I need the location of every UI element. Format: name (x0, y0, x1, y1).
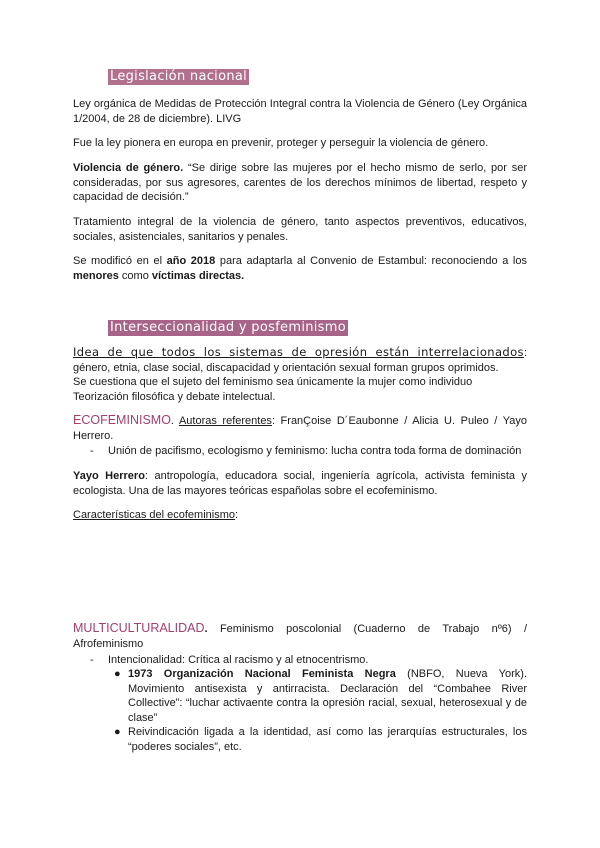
ecofeminismo-title: ECOFEMINISMO (73, 413, 171, 427)
autoras-label: Autoras referentes (178, 415, 272, 427)
list-item-intencionalidad: Intencionalidad: Crítica al racismo y al etnocentrismo. (108, 654, 369, 666)
paragraph-ecofeminismo: ECOFEMINISMO. Autoras referentes: FranÇoise D´Eaubonne / Alicia U. Puleo / Yayo Herrero. (73, 413, 527, 442)
bullet-item-reivindicacion: Reivindicación ligada a la identidad, así como las jerarquías estructurales, los “poderes sociales”, etc. (128, 726, 527, 753)
subheading-caracteristicas: Características del ecofeminismo: (73, 509, 239, 521)
list-item-eco: Unión de pacifismo, ecologismo y feminismo: lucha contra toda forma de dominación (108, 445, 522, 457)
bullet-icon: ● (114, 668, 121, 680)
paragraph-idea-opresion: Idea de que todos los sistemas de opresión están interrelacionados: género, etnia, clase social, discapacidad y orientación sexual forman grupos oprimidos. (73, 345, 527, 374)
paragraph-sujeto-feminismo: Se cuestiona que el sujeto del feminismo sea únicamente la mujer como individuo (73, 376, 473, 388)
paragraph-yayo-herrero: Yayo Herrero: antropología, educadora social, ingeniería agrícola, activista feminista y ecologista. Una de las mayores teóricas españolas sobre el ecofeminismo. (73, 470, 527, 497)
term-violencia-genero: Violencia de género. (73, 162, 184, 174)
idea-title: Idea de que todos los sistemas de opresión están interrelacionados (73, 345, 524, 359)
name-yayo-herrero: Yayo Herrero (73, 470, 145, 482)
bullet-icon: ● (114, 726, 121, 738)
paragraph-teorizacion: Teorización filosófica y debate intelectual. (73, 391, 276, 403)
dash-marker: - (90, 654, 94, 666)
paragraph-ley-organica: Ley orgánica de Medidas de Protección Integral contra la Violencia de Género (Ley Orgánica 1/2004, de 28 de diciembre). LIVG (73, 98, 527, 125)
paragraph-multiculturalidad: MULTICULTURALIDAD. Feminismo poscolonial (Cuaderno de Trabajo nº6) / Afrofeminismo (73, 621, 527, 650)
paragraph-ley-pionera: Fue la ley pionera en europa en prevenir, proteger y perseguir la violencia de género. (73, 137, 489, 149)
dash-marker: - (90, 445, 94, 457)
section-heading-interseccionalidad: Interseccionalidad y posfeminismo (110, 320, 346, 335)
paragraph-modificacion-2018: Se modificó en el año 2018 para adaptarla al Convenio de Estambul: reconociendo a los menores como víctimas directas. (73, 255, 527, 282)
paragraph-violencia-definicion: Violencia de género. “Se dirige sobre las mujeres por el hecho mismo de serlo, por ser consideradas, por sus agresores, carentes de los derechos mínimos de libertad, respeto y capacidad de decisión.” (73, 162, 527, 203)
multiculturalidad-title: MULTICULTURALIDAD (73, 621, 205, 635)
bullet-item-nbfo: 1973 Organización Nacional Feminista Negra (NBFO, Nueva York). Movimiento antisexista y antirracista. Declaración del “Combahee River Collective”: “luchar activaente contra la opresión racial, sexual, heterosexual y de clase” (128, 668, 528, 724)
paragraph-tratamiento-integral: Tratamiento integral de la violencia de género, tanto aspectos preventivos, educativos, sociales, asistenciales, sanitarios y penales. (73, 216, 527, 243)
section-heading-legislacion: Legislación nacional (110, 69, 248, 84)
